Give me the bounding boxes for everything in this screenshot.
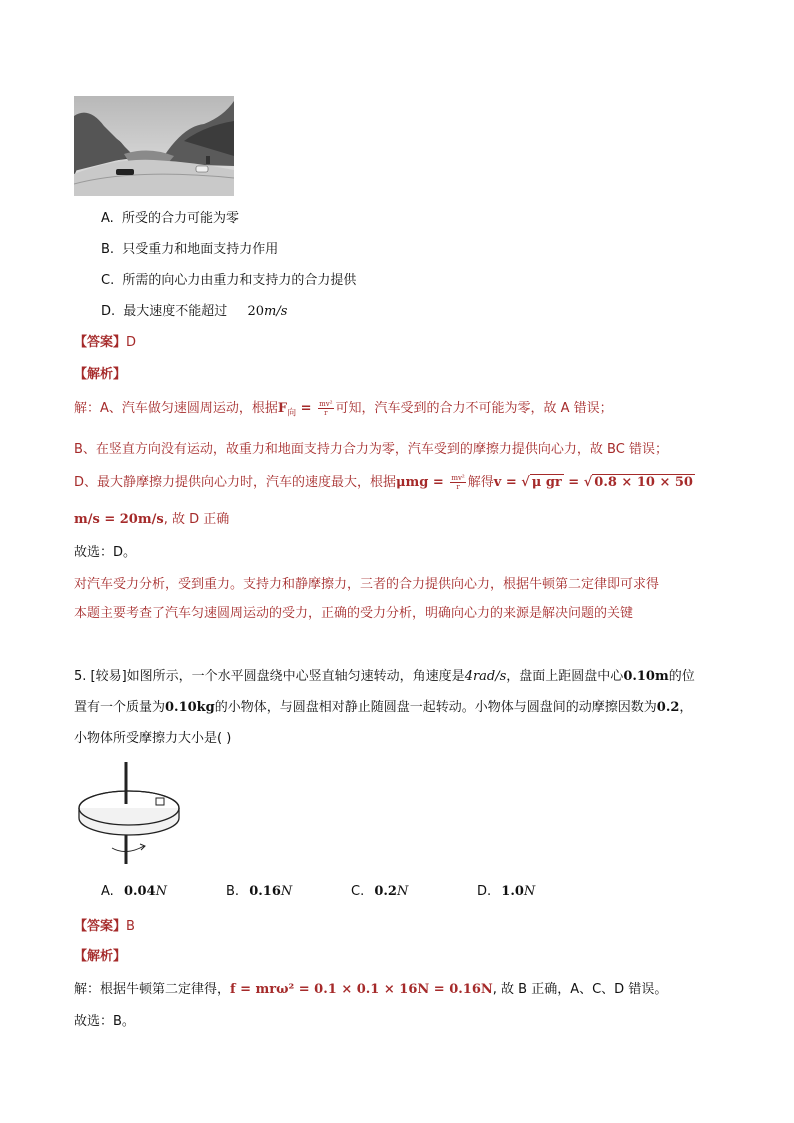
sqrt-sign: √ [583, 475, 593, 490]
text: D、最大静摩擦力提供向心力时，汽车的速度最大，根据 [74, 475, 397, 490]
q5-analysis-label [74, 945, 126, 964]
option-unit: m/s [264, 304, 288, 319]
option-letter: B. [226, 884, 240, 899]
option-unit: N [280, 884, 293, 899]
option-text: 所需的向心力由重力和支持力的合力提供 [122, 273, 357, 288]
formula: v = [493, 475, 522, 490]
equals: = [563, 475, 584, 490]
option-letter: D. [101, 304, 116, 319]
numerator: mv² [451, 474, 465, 482]
text: 对汽车受力分析，受到重力。支持力和静摩擦力，三者的合力提供向心力，根据牛顿第二定律即可求得 [74, 577, 660, 592]
text: , 故 D 正确 [163, 512, 230, 527]
text: ，盘面上距圆盘中心 [506, 669, 624, 684]
numerator: mv² [319, 400, 333, 408]
radicand: 0.8 × 10 × 50 [594, 475, 693, 490]
q5-option-b [226, 884, 292, 899]
answer-value: B [126, 919, 135, 934]
q4-summary-1 [74, 573, 659, 592]
fraction [318, 400, 333, 417]
q4-analysis-line3 [74, 471, 695, 491]
q4-answer [74, 331, 136, 350]
option-letter: B. [101, 242, 115, 257]
math: 0.10m [623, 669, 669, 684]
text: 故选：B。 [74, 1014, 135, 1029]
math: 4rad/s [464, 669, 507, 684]
answer-label: 【答案】 [74, 335, 127, 350]
denominator: r [324, 409, 328, 417]
answer-label: 【答案】 [74, 919, 127, 934]
text: 解：A、汽车做匀速圆周运动，根据 [74, 401, 278, 416]
road-photo [74, 96, 234, 196]
math: 0.10kg [165, 700, 215, 715]
text: 解得 [467, 475, 494, 490]
q4-summary-2 [74, 602, 633, 621]
option-value: 1.0 [501, 884, 524, 899]
text: , 故 B 正确，A、C、D 错误。 [492, 982, 668, 997]
sqrt-sign: √ [521, 475, 530, 490]
option-text: 最大速度不能超过 [123, 304, 228, 319]
q5-option-c [351, 884, 408, 899]
q4-option-d [101, 300, 287, 319]
q4-select [74, 541, 136, 560]
disk-figure [74, 760, 184, 868]
analysis-label: 【解析】 [74, 949, 127, 964]
text: 置有一个质量为 [74, 700, 166, 715]
q5-stem-line2 [74, 696, 692, 715]
text: 5. [较易]如图所示，一个水平圆盘绕中心竖直轴匀速转动，角速度是 [74, 669, 465, 684]
q4-option-a [101, 207, 239, 226]
radicand: μ gr [531, 475, 562, 490]
q4-analysis-line1 [74, 397, 613, 419]
text: ， [679, 700, 693, 715]
q4-analysis-line2 [74, 438, 668, 457]
text: 可知，汽车受到的合力不可能为零，故 A 错误； [335, 401, 613, 416]
text: 小物体所受摩擦力大小是( ) [74, 731, 232, 746]
text: 的位 [668, 669, 695, 684]
q5-select [74, 1010, 135, 1029]
option-unit: N [155, 884, 167, 899]
text: 的小物体，与圆盘相对静止随圆盘一起转动。小物体与圆盘间的动摩擦因数为 [214, 700, 657, 715]
option-value: 0.2 [374, 884, 397, 899]
q5-stem-line1 [74, 665, 695, 684]
option-letter: C. [101, 273, 115, 288]
text: 故选：D。 [74, 545, 137, 560]
q4-option-b [101, 238, 278, 257]
q5-option-a [101, 884, 167, 899]
force-symbol: F [277, 401, 288, 416]
option-unit: N [396, 884, 409, 899]
option-value: 0.04 [123, 884, 156, 899]
q5-solution [74, 978, 667, 997]
option-letter: A. [101, 211, 114, 226]
option-unit: N [523, 884, 536, 899]
text: B、在竖直方向没有运动，故重力和地面支持力合力为零，汽车受到的摩擦力提供向心力，故 BC 错误； [74, 442, 668, 457]
q4-option-c [101, 269, 356, 288]
q5-answer [74, 915, 135, 934]
road-photo-svg [74, 96, 234, 196]
formula: μmg = [396, 475, 449, 490]
option-letter: D. [477, 884, 492, 899]
equals: = [296, 401, 317, 416]
math: 0.2 [656, 700, 680, 715]
analysis-label: 【解析】 [74, 367, 127, 382]
q4-analysis-line4 [74, 508, 229, 527]
q5-stem-line3 [74, 727, 231, 746]
text: 解：根据牛顿第二定律得， [74, 982, 231, 997]
option-value: 0.16 [249, 884, 281, 899]
option-text: 只受重力和地面支持力作用 [122, 242, 279, 257]
formula: m/s = 20m/s [74, 512, 164, 527]
text: 本题主要考查了汽车匀速圆周运动的受力，正确的受力分析，明确向心力的来源是解决问题的关键 [74, 606, 634, 621]
denominator: r [456, 483, 460, 491]
disk-figure-svg [74, 760, 184, 868]
option-letter: C. [351, 884, 365, 899]
subscript: 向 [287, 408, 297, 419]
option-value: 20 [247, 304, 264, 319]
option-text: 所受的合力可能为零 [121, 211, 239, 226]
fraction [450, 474, 465, 491]
formula: f = mrω² = 0.1 × 0.1 × 16N = 0.16N [230, 982, 493, 997]
answer-value: D [126, 335, 137, 350]
q4-analysis-label [74, 363, 126, 382]
q5-option-d [477, 884, 535, 899]
option-letter: A. [101, 884, 114, 899]
